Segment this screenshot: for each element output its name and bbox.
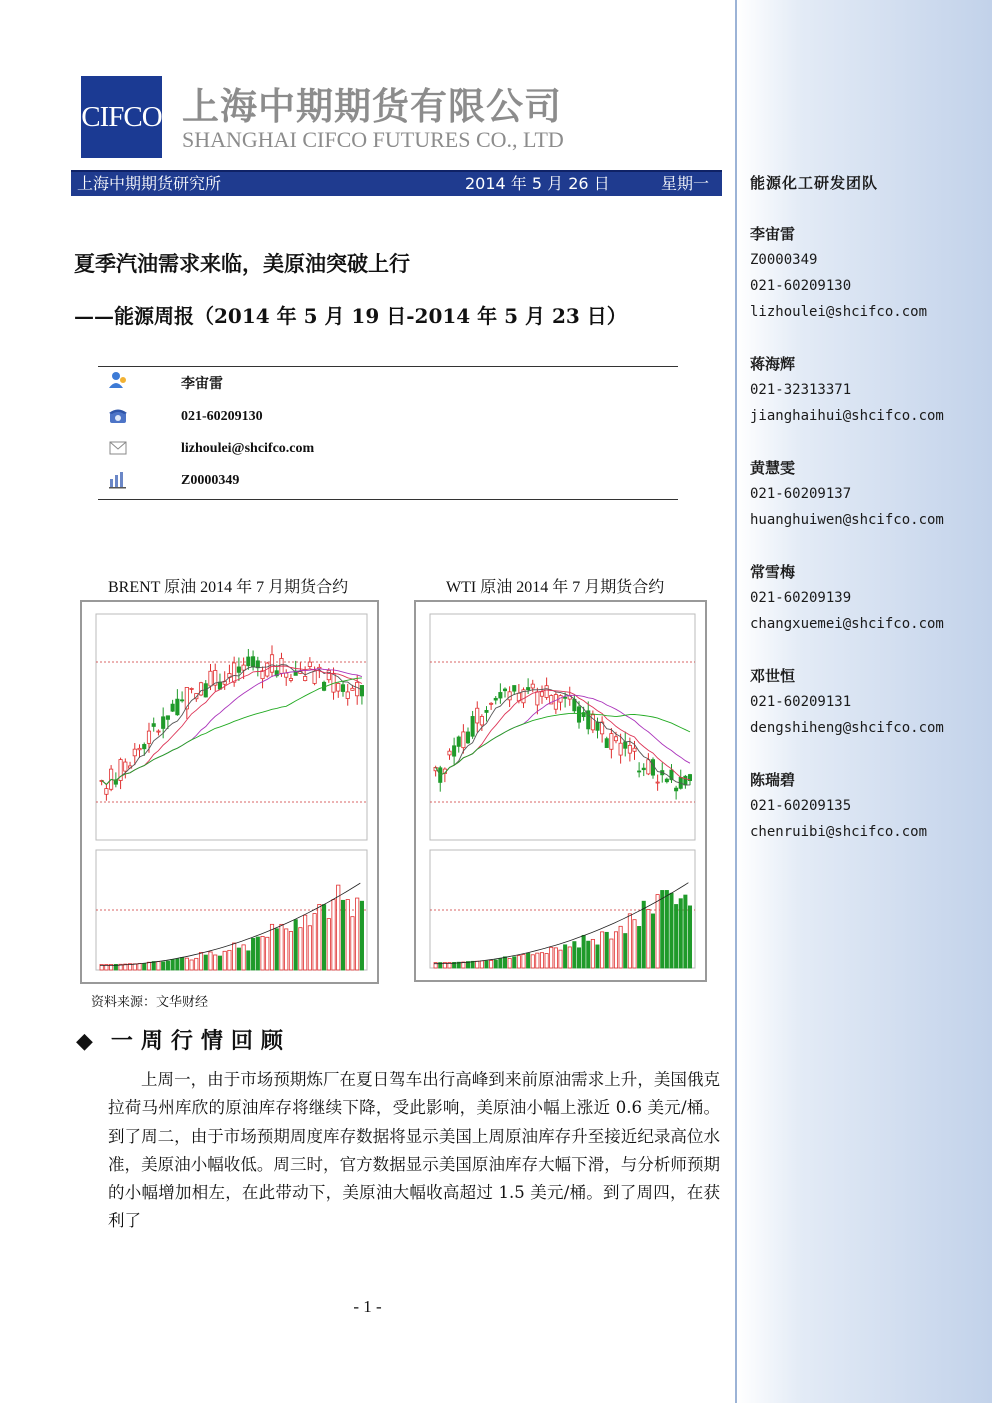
volume-bar [143, 964, 146, 970]
candle [656, 782, 659, 783]
member-phone: 021-60209131 [750, 694, 852, 710]
volume-bar [237, 948, 240, 970]
volume-bar [285, 929, 288, 970]
volume-bar [605, 932, 608, 968]
volume-bar [503, 957, 506, 968]
candle [147, 731, 150, 743]
volume-bar [651, 914, 654, 968]
team-member [750, 663, 944, 741]
chart-source: 资料来源：文华财经 [91, 995, 209, 1010]
volume-bar [180, 958, 183, 970]
author-contact-block [98, 366, 678, 500]
volume-bar [647, 909, 650, 968]
price-panel [96, 614, 367, 840]
candle [503, 689, 506, 691]
candle [337, 683, 340, 691]
volume-bar [341, 900, 344, 970]
team-member [750, 559, 944, 637]
volume-bar [675, 904, 678, 968]
candle [356, 682, 359, 695]
person-icon [108, 371, 128, 389]
volume-bar [480, 961, 483, 968]
volume-bar [601, 932, 604, 968]
team-member [750, 221, 927, 325]
volume-bar [665, 890, 668, 968]
candle [527, 688, 530, 690]
contact-license: Z0000349 [181, 473, 240, 488]
candle [138, 748, 141, 749]
volume-bar [256, 937, 259, 970]
volume-bar [294, 920, 297, 970]
candle [453, 746, 456, 756]
volume-bar [499, 958, 502, 968]
candle [242, 665, 245, 670]
candle [341, 685, 344, 692]
candle [270, 655, 273, 672]
volume-bar [536, 953, 539, 968]
section-heading-text: 一周行情回顾 [110, 1028, 291, 1054]
member-name: 蒋海辉 [750, 355, 796, 373]
volume-bar [624, 934, 627, 968]
volume-bar [280, 924, 283, 970]
member-email[interactable]: dengshiheng@shcifco.com [750, 720, 944, 736]
volume-bar [322, 905, 325, 970]
volume-bar [568, 947, 571, 968]
volume-bar [633, 920, 636, 968]
member-email[interactable]: jianghaihui@shcifco.com [750, 408, 944, 424]
volume-bar [582, 935, 585, 968]
candle [289, 678, 292, 680]
volume-bar [233, 943, 236, 970]
member-license: Z0000349 [750, 252, 818, 268]
candle [619, 743, 622, 755]
volume-bar [679, 899, 682, 968]
volume-bar [638, 926, 641, 968]
candle [490, 703, 493, 704]
candle [675, 788, 678, 791]
candle [233, 663, 236, 682]
candle [596, 722, 599, 730]
member-name: 陈瑞碧 [750, 771, 796, 789]
volume-bar [360, 901, 363, 970]
candle [251, 657, 254, 667]
volume-bar [485, 961, 488, 968]
volume-bar [313, 914, 316, 970]
volume-bar [228, 950, 231, 970]
candle [545, 686, 548, 698]
candle [199, 683, 202, 695]
volume-bar [308, 926, 311, 970]
volume-bar [527, 953, 530, 968]
report-title: 夏季汽油需求来临，美原油突破上行 [74, 251, 410, 276]
member-email[interactable]: lizhoulei@shcifco.com [750, 304, 928, 320]
candle [684, 776, 687, 785]
candle [237, 667, 240, 672]
member-phone: 021-32313371 [750, 382, 852, 398]
member-phone: 021-60209135 [750, 798, 852, 814]
candle [218, 682, 221, 689]
candle [605, 739, 608, 748]
volume-bar [218, 956, 221, 970]
volume-bar [564, 945, 567, 968]
diamond-bullet-icon: ◆ [76, 1028, 93, 1054]
candle [647, 760, 650, 774]
candle [360, 685, 363, 695]
member-email[interactable]: huanghuiwen@shcifco.com [750, 512, 944, 528]
candle [573, 699, 576, 711]
candle [190, 688, 193, 689]
contact-phone: 021-60209130 [181, 409, 263, 424]
volume-bar [190, 960, 193, 970]
brent-candlestick-chart [80, 600, 379, 984]
candle [554, 695, 557, 710]
candle [494, 698, 497, 700]
volume-bar [356, 898, 359, 970]
institute-name: 上海中期期货研究所 [77, 174, 222, 193]
candle [665, 779, 668, 782]
volume-bar [185, 958, 188, 970]
section-paragraph: 上周一，由于市场预期炼厂在夏日驾车出行高峰到来前原油需求上升，美国俄克拉荷马州库欣的原油库存将继续下降，受此影响，美原油小幅上涨近 0.6 美元/桶。到了周二，由于市场预期周度库存数据将显示美国上周原油库存升至接近纪录高位水准，美原油小幅收低。周三时，官方数据显示美国原油库存大幅下滑，与分析师预期的小幅增加相左，在此带动下，美原油大幅收高超过 1.5 美元/桶。到了周四，在获利了 [108, 1070, 720, 1231]
volume-bar [138, 964, 141, 970]
volume-bar [642, 901, 645, 968]
company-name-cn: 上海中期期货有限公司 [182, 85, 562, 128]
volume-bar [318, 904, 321, 970]
volume-bar [162, 962, 165, 970]
team-title: 能源化工研发团队 [750, 174, 879, 192]
volume-bar [289, 931, 292, 970]
volume-bar [577, 948, 580, 968]
volume-bar [195, 958, 198, 970]
candle [614, 737, 617, 741]
volume-bar [242, 945, 245, 970]
candle [624, 742, 627, 748]
company-name-en: SHANGHAI CIFCO FUTURES CO., LTD [182, 127, 564, 152]
candle [582, 713, 585, 717]
team-member [750, 767, 927, 845]
volume-bar [522, 955, 525, 968]
volume-bar [688, 906, 691, 968]
candle [457, 737, 460, 746]
candle [610, 734, 613, 750]
candle [171, 704, 174, 711]
candle [143, 744, 146, 748]
candle [577, 707, 580, 722]
member-phone: 021-60209139 [750, 590, 852, 606]
volume-bar [513, 957, 516, 968]
candle [105, 789, 108, 795]
volume-bar [171, 959, 174, 970]
candle [633, 748, 636, 751]
report-date: 2014 年 5 月 26 日 [465, 174, 610, 193]
report-weekday: 星期一 [661, 174, 710, 193]
candle [591, 715, 594, 730]
candle [628, 745, 631, 753]
header-bar [71, 170, 722, 196]
volume-bar [346, 900, 349, 970]
member-name: 李宙雷 [750, 225, 796, 243]
volume-bar [214, 955, 217, 970]
volume-bar [299, 928, 302, 970]
candle [536, 692, 539, 705]
volume-bar [166, 961, 169, 970]
candle [313, 671, 316, 683]
volume-bar [209, 952, 212, 970]
candle [448, 751, 451, 755]
right-sidebar [735, 0, 992, 1403]
candle [133, 749, 136, 756]
candle [176, 699, 179, 715]
candle [157, 731, 160, 732]
candle [480, 716, 483, 724]
volume-bar [531, 955, 534, 968]
volume-bar [275, 929, 278, 970]
telephone-icon [108, 407, 128, 425]
volume-bar [476, 961, 479, 968]
volume-bar [596, 945, 599, 968]
volume-bar [573, 942, 576, 968]
member-phone: 021-60209137 [750, 486, 852, 502]
team-member [750, 351, 944, 429]
candle [351, 688, 354, 690]
candle [540, 692, 543, 696]
volume-bar [587, 941, 590, 968]
candle [462, 732, 465, 748]
wti-chart-caption: WTI 原油 2014 年 7 月期货合约 [446, 579, 665, 596]
volume-bar [133, 964, 136, 970]
volume-bar [554, 948, 557, 968]
candle [247, 657, 250, 666]
candle [285, 673, 288, 677]
candle [346, 692, 349, 699]
candle [303, 676, 306, 680]
volume-bar [614, 932, 617, 968]
volume-bar [327, 919, 330, 970]
volume-bar [152, 962, 155, 970]
candle [471, 716, 474, 736]
volume-bar [223, 951, 226, 970]
volume-bar [610, 939, 613, 968]
candle [308, 662, 311, 666]
volume-bar [204, 955, 207, 970]
candle [499, 692, 502, 698]
member-name: 黄慧雯 [750, 459, 796, 477]
member-name: 邓世恒 [750, 667, 796, 685]
envelope-icon [108, 439, 128, 457]
candle [531, 684, 534, 688]
volume-bar [661, 890, 664, 968]
wti-candlestick-chart [414, 600, 707, 982]
candle [152, 724, 155, 727]
volume-bar [508, 958, 511, 968]
volume-bar [261, 936, 264, 970]
price-panel [430, 614, 695, 840]
volume-bar [147, 962, 150, 970]
company-logo: CIFCO [81, 76, 162, 158]
contact-email[interactable]: lizhoulei@shcifco.com [181, 441, 315, 456]
volume-bar [176, 959, 179, 970]
member-email[interactable]: chenruibi@shcifco.com [750, 824, 928, 840]
volume-bar [550, 947, 553, 968]
candle [162, 717, 165, 729]
candle [256, 661, 259, 668]
volume-bar [494, 960, 497, 968]
volume-bar [337, 885, 340, 970]
candle [476, 708, 479, 723]
member-name: 常雪梅 [750, 563, 796, 581]
volume-bar [157, 962, 160, 970]
candle [564, 697, 567, 698]
volume-bar [517, 956, 520, 968]
volume-bar [251, 938, 254, 970]
volume-bar [270, 924, 273, 970]
candle [166, 716, 169, 720]
candle [651, 760, 654, 776]
bar-chart-icon [108, 471, 128, 489]
volume-bar [247, 951, 250, 970]
candle [180, 700, 183, 701]
volume-bar [619, 926, 622, 968]
candle [466, 732, 469, 743]
contact-name: 李宙雷 [181, 377, 223, 392]
candle [485, 710, 488, 712]
volume-bar [670, 893, 673, 968]
candle [642, 768, 645, 770]
brent-chart-caption: BRENT 原油 2014 年 7 月期货合约 [108, 579, 349, 596]
volume-bar [656, 895, 659, 968]
volume-bar [559, 950, 562, 968]
candle [124, 762, 127, 771]
member-email[interactable]: changxuemei@shcifco.com [750, 616, 944, 632]
volume-bar [540, 953, 543, 968]
report-subtitle: ——能源周报（2014 年 5 月 19 日-2014 年 5 月 23 日） [74, 304, 627, 328]
volume-bar [490, 960, 493, 968]
member-phone: 021-60209130 [750, 278, 852, 294]
volume-bar [545, 954, 548, 968]
candle [638, 771, 641, 772]
volume-bar [332, 900, 335, 970]
candle [513, 686, 516, 692]
volume-bar [351, 917, 354, 970]
candle [209, 671, 212, 686]
volume-bar [266, 937, 269, 970]
volume-bar [591, 939, 594, 968]
team-member [750, 455, 944, 533]
page-number: - 1 - [353, 1297, 382, 1316]
volume-bar [628, 914, 631, 968]
section-heading [76, 1024, 291, 1055]
volume-bar [199, 952, 202, 970]
volume-bar [684, 895, 687, 968]
volume-bar [303, 915, 306, 970]
